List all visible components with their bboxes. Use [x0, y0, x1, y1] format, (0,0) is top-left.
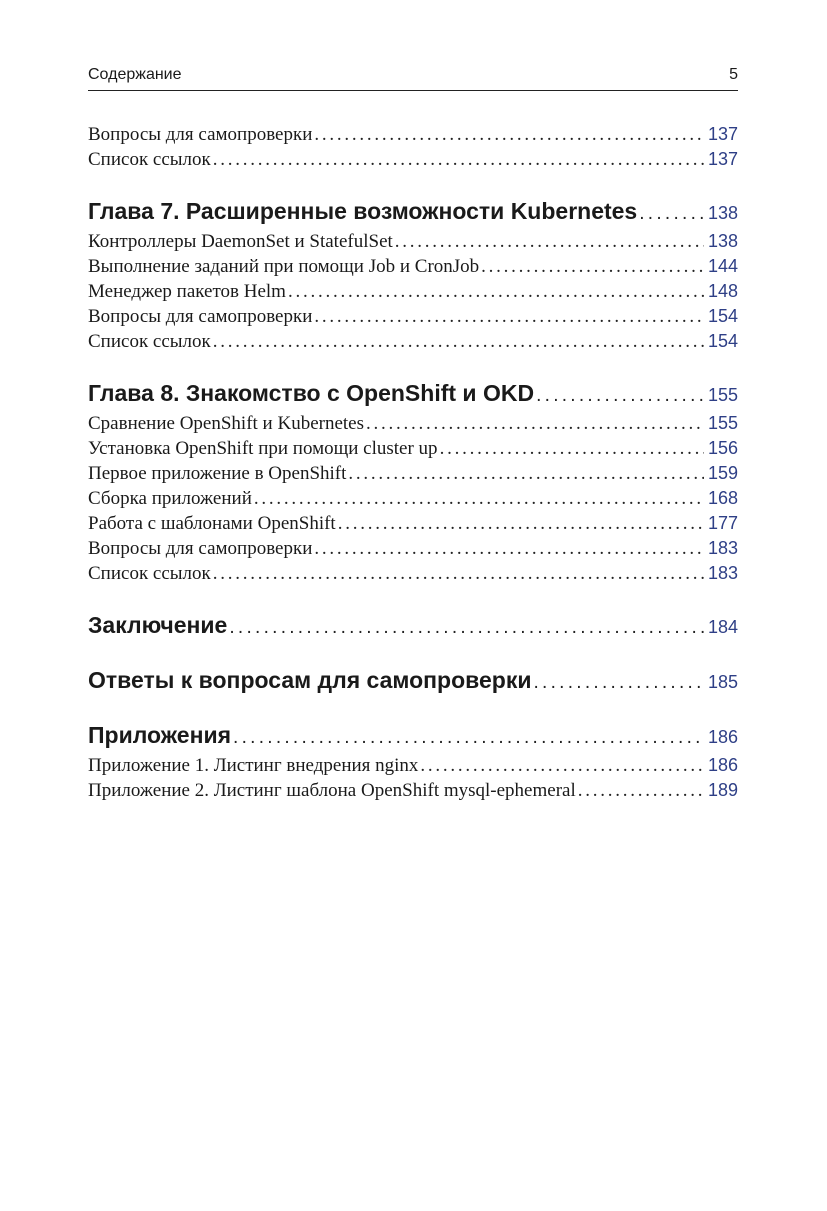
toc-page-number: 186 [707, 755, 738, 775]
dot-leader [254, 486, 704, 511]
toc-entry-label: Выполнение заданий при помощи Job и CronJob [88, 256, 480, 277]
toc-chapter[interactable] [88, 377, 738, 409]
dot-leader [314, 304, 704, 329]
dot-leader [533, 667, 703, 699]
dot-leader [440, 436, 704, 461]
toc-page-number: 144 [707, 256, 738, 276]
toc-page-number: 183 [707, 563, 738, 583]
dot-leader [213, 329, 704, 354]
toc-page-number: 183 [707, 538, 738, 558]
toc-page-number: 155 [707, 385, 738, 405]
toc-entry[interactable] [88, 329, 738, 354]
toc-entry[interactable] [88, 461, 738, 486]
toc-entry[interactable] [88, 411, 738, 436]
toc-page-number: 154 [707, 306, 738, 326]
toc-entry[interactable] [88, 147, 738, 172]
toc-chapter[interactable] [88, 609, 738, 641]
toc-page-number: 168 [707, 488, 738, 508]
dot-leader [420, 753, 704, 778]
toc-page-number: 185 [707, 672, 738, 692]
toc-chapter-label: Глава 8. Знакомство с OpenShift и OKD [88, 380, 535, 406]
dot-leader [213, 561, 704, 586]
toc-chapter[interactable] [88, 664, 738, 696]
toc-entry-label: Вопросы для самопроверки [88, 124, 313, 145]
toc-entry[interactable] [88, 304, 738, 329]
toc-entry[interactable] [88, 254, 738, 279]
toc-entry[interactable] [88, 561, 738, 586]
toc-page-number: 155 [707, 413, 738, 433]
toc-entry-label: Вопросы для самопроверки [88, 306, 313, 327]
toc-chapter-label: Ответы к вопросам для самопроверки [88, 667, 532, 693]
toc-page-number: 177 [707, 513, 738, 533]
toc-page-number: 156 [707, 438, 738, 458]
toc-page-number: 154 [707, 331, 738, 351]
dot-leader [366, 411, 704, 436]
dot-leader [338, 511, 704, 536]
toc-page-number: 137 [707, 149, 738, 169]
toc-entry-label: Приложение 1. Листинг внедрения nginx [88, 755, 419, 776]
toc-entry[interactable] [88, 778, 738, 803]
dot-leader [639, 198, 704, 230]
toc-page-number: 148 [707, 281, 738, 301]
toc-chapter-label: Глава 7. Расширенные возможности Kubernetes [88, 198, 638, 224]
dot-leader [314, 536, 704, 561]
toc-entry[interactable] [88, 753, 738, 778]
dot-leader [229, 612, 704, 644]
toc-entry-label: Приложение 2. Листинг шаблона OpenShift mysql-ephemeral [88, 780, 576, 801]
toc-chapter[interactable] [88, 195, 738, 227]
toc-page-number: 159 [707, 463, 738, 483]
toc-chapter-label: Заключение [88, 612, 228, 638]
toc-page-number: 189 [707, 780, 738, 800]
toc-entry[interactable] [88, 436, 738, 461]
dot-leader [288, 279, 704, 304]
toc-entry-label: Список ссылок [88, 331, 211, 352]
toc-entry-label: Вопросы для самопроверки [88, 538, 313, 559]
toc-entry[interactable] [88, 511, 738, 536]
toc-entry-label: Сборка приложений [88, 488, 252, 509]
toc-entry-label: Список ссылок [88, 563, 211, 584]
dot-leader [348, 461, 704, 486]
table-of-contents [88, 122, 738, 803]
toc-entry-label: Контроллеры DaemonSet и StatefulSet [88, 231, 393, 252]
toc-entry-label: Менеджер пакетов Helm [88, 281, 286, 302]
toc-page-number: 138 [707, 231, 738, 251]
toc-entry-label: Список ссылок [88, 149, 211, 170]
dot-leader [314, 122, 704, 147]
dot-leader [536, 380, 704, 412]
toc-entry[interactable] [88, 122, 738, 147]
dot-leader [213, 147, 704, 172]
toc-chapter[interactable] [88, 719, 738, 751]
dot-leader [233, 722, 704, 754]
toc-entry[interactable] [88, 536, 738, 561]
dot-leader [395, 229, 704, 254]
toc-page-number: 137 [707, 124, 738, 144]
running-header-title: Содержание [88, 66, 182, 83]
toc-chapter-label: Приложения [88, 722, 232, 748]
toc-entry-label: Первое приложение в OpenShift [88, 463, 347, 484]
toc-page-number: 184 [707, 617, 738, 637]
toc-entry-label: Сравнение OpenShift и Kubernetes [88, 413, 364, 434]
toc-entry-label: Работа с шаблонами OpenShift [88, 513, 336, 534]
page-header [88, 64, 738, 91]
dot-leader [578, 778, 704, 803]
toc-entry[interactable] [88, 486, 738, 511]
toc-page-number: 186 [707, 727, 738, 747]
toc-page-number: 138 [707, 203, 738, 223]
toc-entry[interactable] [88, 279, 738, 304]
toc-entry-label: Установка OpenShift при помощи cluster up [88, 438, 438, 459]
toc-entry[interactable] [88, 229, 738, 254]
dot-leader [481, 254, 704, 279]
page-number: 5 [729, 66, 738, 83]
